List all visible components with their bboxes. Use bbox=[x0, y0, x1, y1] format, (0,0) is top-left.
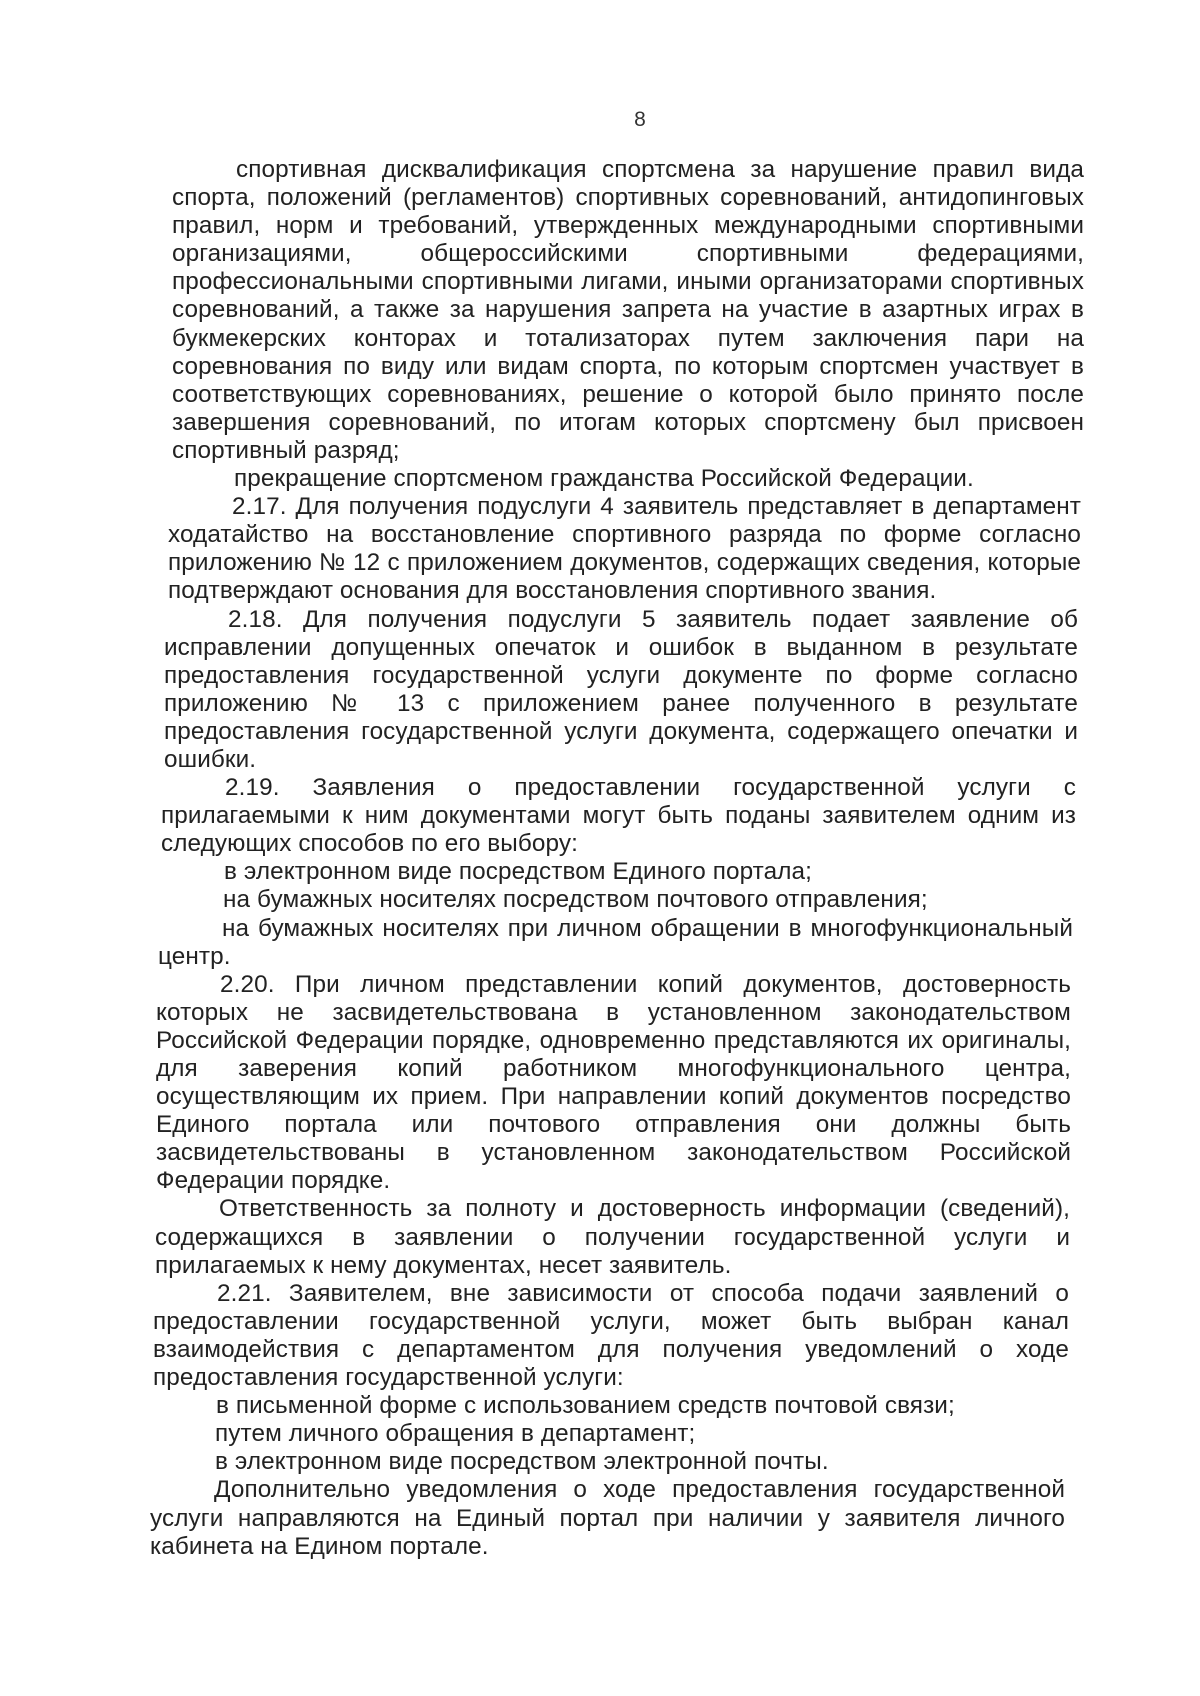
page-number: 8 bbox=[634, 108, 646, 131]
paragraph-2-19: 2.19. Заявления о предоставлении государственной услуги с прилагаемыми к ним документами могут быть поданы заявителем одним из следующих способов по его выбору: bbox=[161, 774, 1076, 858]
body-text bbox=[0, 156, 1200, 1561]
paragraph-2-17: 2.17. Для получения подуслуги 4 заявитель представляет в департамент ходатайство на восстановление спортивного разряда по форме согласно приложению № 12 с приложением документов, содержащих сведения, которые подтверждают основания для восстановления спортивного звания. bbox=[168, 493, 1081, 605]
paragraph-disqualification: спортивная дисквалификация спортсмена за нарушение правил вида спорта, положений (регламентов) спортивных соревнований, антидопинговых правил, норм и требований, утвержденных международными спортивными организациями, общероссийскими спортивными федерациями, профессиональными спортивными лигами, иными организаторами спортивных соревнований, а также за нарушения запрета на участие в азартных играх в букмекерских конторах и тотализаторах путем заключения пари на соревнования по виду или видам спорта, по которым спортсмен участвует в соответствующих соревнованиях, решение о которой было принято после завершения соревнований, по итогам которых спортсмену был присвоен спортивный разряд; bbox=[172, 156, 1084, 464]
paragraph-2-21: 2.21. Заявителем, вне зависимости от способа подачи заявлений о предоставлении государственной услуги, может быть выбран канал взаимодействия с департаментом для получения уведомлений о ходе предоставления государственной услуги: bbox=[153, 1279, 1069, 1392]
list-item-email: в электронном виде посредством электронной почты. bbox=[215, 1448, 829, 1476]
list-item-mfc: на бумажных носителях при личном обращении в многофункциональный центр. bbox=[158, 914, 1073, 970]
paragraph-2-20: 2.20. При личном представлении копий документов, достоверность которых не засвидетельствована в установленном законодательством Российской Федерации порядке, одновременно представляются их оригиналы, для заверения копий работником многофункционального центра, осуществляющим их прием. При направлении копий документов посредство Единого портала или почтового отправления они должны быть засвидетельствованы в установленном законодательством Российской Федерации порядке. bbox=[156, 970, 1071, 1195]
paragraph-2-18: 2.18. Для получения подуслуги 5 заявитель подает заявление об исправлении допущенных опечаток и ошибок в выданном в результате предоставления государственной услуги документе по форме согласно приложению № 13 с приложением ранее полученного в результате предоставления государственной услуги документа, содержащего опечатки и ошибки. bbox=[164, 605, 1078, 773]
list-item-personal-visit: путем личного обращения в департамент; bbox=[215, 1420, 696, 1448]
paragraph-citizenship: прекращение спортсменом гражданства Российской Федерации. bbox=[234, 465, 974, 493]
list-item-written-postal: в письменной форме с использованием средств почтовой связи; bbox=[216, 1392, 955, 1420]
paragraph-responsibility: Ответственность за полноту и достоверность информации (сведений), содержащихся в заявлении о получении государственной услуги и прилагаемых к нему документах, несет заявитель. bbox=[155, 1195, 1070, 1279]
list-item-electronic-portal: в электронном виде посредством Единого портала; bbox=[224, 858, 812, 886]
list-item-postal: на бумажных носителях посредством почтового отправления; bbox=[223, 886, 928, 914]
paragraph-additional-notifications: Дополнительно уведомления о ходе предоставления государственной услуги направляются на Единый портал при наличии у заявителя личного кабинета на Едином портале. bbox=[150, 1476, 1065, 1560]
